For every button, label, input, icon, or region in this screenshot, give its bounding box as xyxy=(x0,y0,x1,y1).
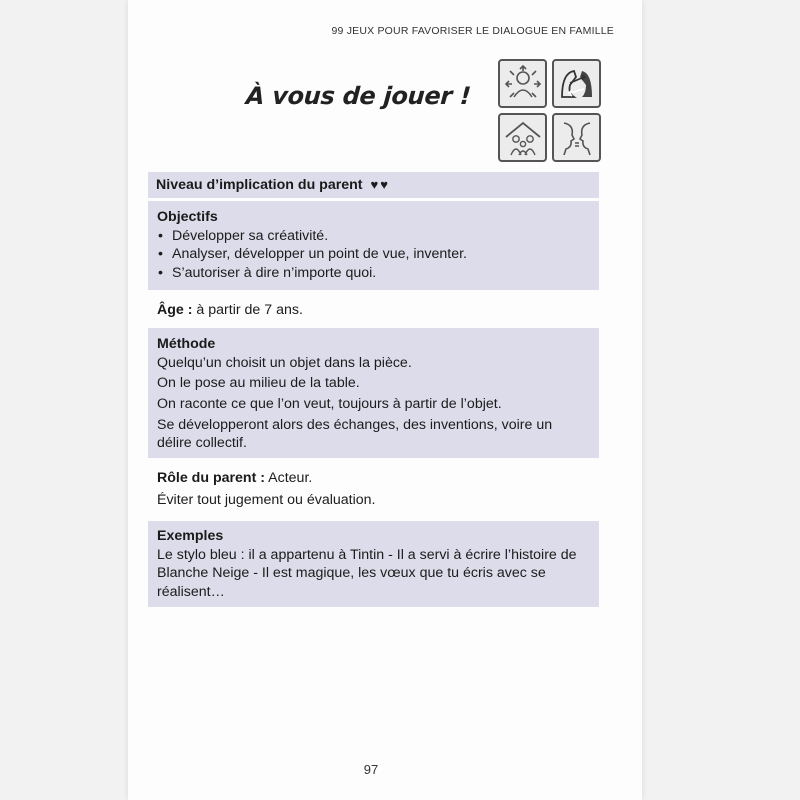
level-label: Niveau d’implication du parent xyxy=(156,177,363,193)
method-line: On raconte ce que l’on veut, toujours à partir de l’objet. xyxy=(157,395,502,412)
role-label: Rôle du parent : xyxy=(157,470,265,486)
expansion-icon xyxy=(498,59,547,108)
age-label: Âge : xyxy=(157,302,193,318)
parent-role-section xyxy=(148,467,599,511)
page-number: 97 xyxy=(363,762,379,777)
method-section xyxy=(148,328,599,458)
age-value: à partir de 7 ans. xyxy=(196,302,303,318)
profiles-icon xyxy=(552,113,601,162)
method-line: On le pose au milieu de la table. xyxy=(157,375,360,392)
category-icons xyxy=(498,59,601,162)
objective-item: • S’autoriser à dire n’importe quoi. xyxy=(157,264,590,283)
examples-text: Le stylo bleu : il a appartenu à Tintin - Il a servi à écrire l’histoire de Blanche Neige - Il est magique, les vœux que tu écris avec se réalisent… xyxy=(157,546,577,600)
age-section xyxy=(148,299,599,322)
examples-section xyxy=(148,521,599,607)
objective-item: • Développer sa créativité. xyxy=(157,227,590,246)
page-title: À vous de jouer ! xyxy=(245,82,472,110)
objectives-section xyxy=(148,201,599,290)
parent-involvement-level xyxy=(148,172,599,198)
book-page xyxy=(128,0,642,800)
hearts-rating: ♥♥ xyxy=(370,177,390,192)
objectives-heading: Objectifs xyxy=(157,209,218,225)
method-line: Se développeront alors des échanges, des inventions, voire un délire collectif. xyxy=(157,416,553,452)
method-heading: Méthode xyxy=(157,336,216,352)
objective-item: • Analyser, développer un point de vue, inventer. xyxy=(157,245,590,264)
running-head: 99 JEUX POUR FAVORISER LE DIALOGUE EN FAMILLE xyxy=(331,25,614,37)
examples-heading: Exemples xyxy=(157,528,224,544)
method-line: Quelqu’un choisit un objet dans la pièce. xyxy=(157,354,412,371)
communication-icon xyxy=(552,59,601,108)
role-note: Éviter tout jugement ou évaluation. xyxy=(157,491,376,508)
family-house-icon xyxy=(498,113,547,162)
role-value: Acteur. xyxy=(268,470,313,486)
objectives-list xyxy=(157,227,590,283)
